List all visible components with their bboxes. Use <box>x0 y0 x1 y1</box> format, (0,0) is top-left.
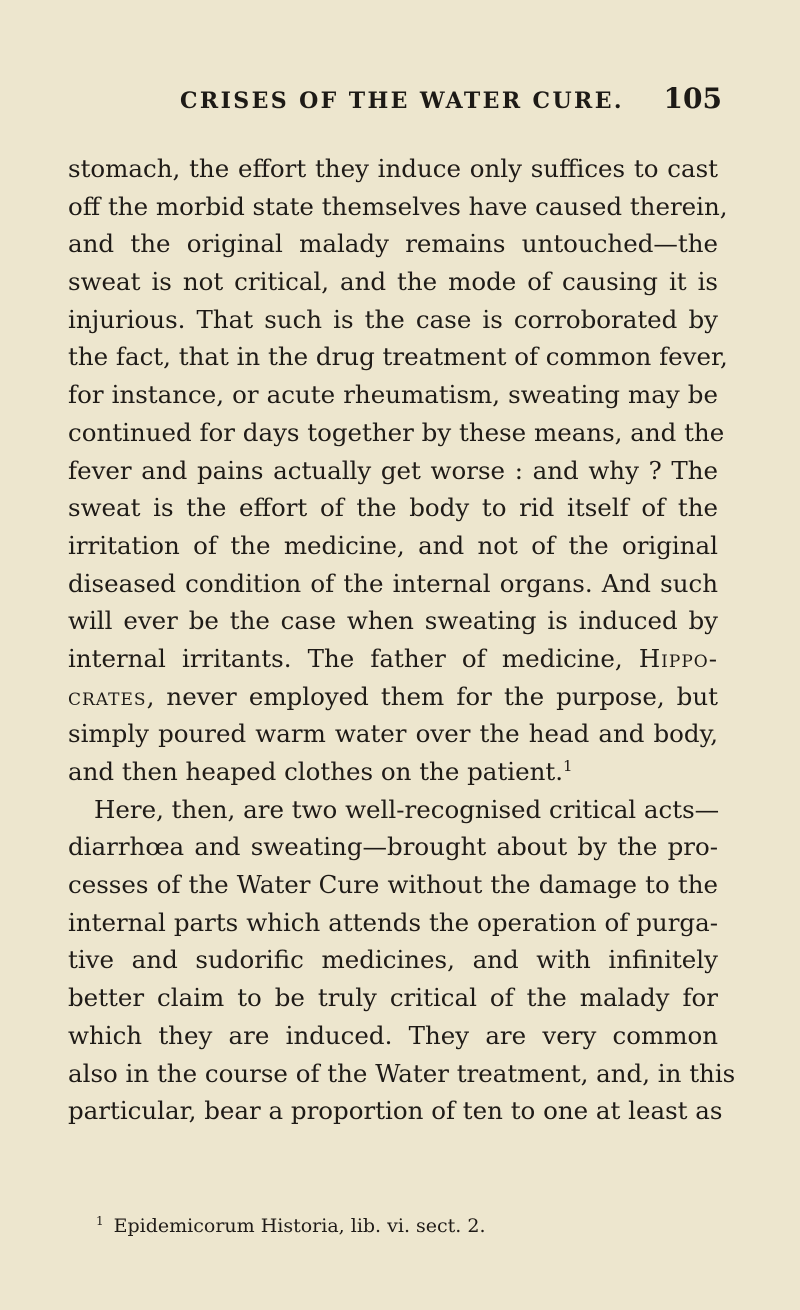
text-line: crates, never employed them for the purpose, but <box>68 681 718 711</box>
paragraph-first-line: Here, then, are two well-recognised critical acts— <box>94 794 720 824</box>
text-line: and then heaped clothes on the patient. <box>68 757 563 786</box>
text-line: also in the course of the Water treatment, and, in this <box>68 1058 736 1088</box>
footnote <box>96 1214 656 1238</box>
footnote-marker: 1 <box>96 1213 104 1228</box>
text-line: injurious. That such is the case is corroborated by <box>68 304 718 334</box>
text-line: off the morbid state themselves have caused therein, <box>68 191 728 221</box>
text-line-with-footnote-ref <box>68 753 718 791</box>
text-line: will ever be the case when sweating is induced by <box>68 606 718 636</box>
text-line: cesses of the Water Cure without the damage to the <box>68 870 718 900</box>
text-line: internal parts which attends the operation of purga- <box>68 907 718 937</box>
text-line: irritation of the medicine, and not of the original <box>68 530 718 560</box>
text-line: fever and pains actually get worse : and why ? The <box>68 455 718 485</box>
footnote-text: Epidemicorum Historia, lib. vi. sect. 2. <box>113 1215 486 1237</box>
page-header <box>68 82 722 122</box>
text-line: simply poured warm water over the head and body, <box>68 719 718 749</box>
text-line: stomach, the effort they induce only suffices to cast <box>68 154 718 183</box>
text-line: sweat is the effort of the body to rid itself of the <box>68 493 718 523</box>
footnote-reference: 1 <box>563 756 573 775</box>
text-line: and the original malady remains untouched—the <box>68 229 718 259</box>
text-line: internal irritants. The father of medicine, Hippo- <box>68 643 718 673</box>
text-line: continued for days together by these means, and the <box>68 417 725 447</box>
text-line: which they are induced. They are very common <box>68 1020 718 1050</box>
text-line: diarrhœa and sweating—brought about by the pro- <box>68 832 718 862</box>
body-text <box>68 150 736 1130</box>
text-line: sweat is not critical, and the mode of causing it is <box>68 267 718 297</box>
text-line: for instance, or acute rheumatism, sweating may be <box>68 380 718 410</box>
text-line: particular, bear a proportion of ten to one at least as <box>68 1096 723 1126</box>
text-line: tive and sudorific medicines, and with infinitely <box>68 945 718 975</box>
text-line: better claim to be truly critical of the malady for <box>68 983 718 1013</box>
page-number: 105 <box>663 82 722 115</box>
running-title: CRISES OF THE WATER CURE. <box>180 88 624 114</box>
text-line: diseased condition of the internal organs. And such <box>68 568 718 598</box>
text-line: the fact, that in the drug treatment of common fever, <box>68 342 728 372</box>
